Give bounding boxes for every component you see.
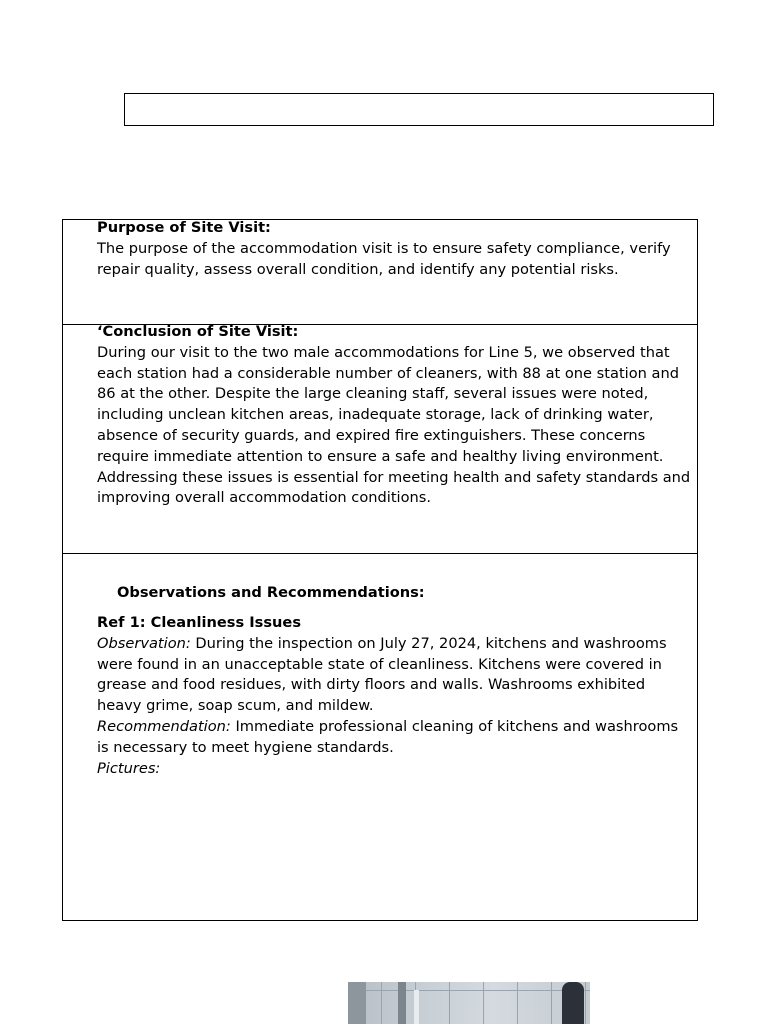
conclusion-heading: ‘Conclusion of Site Visit: [97,323,299,340]
recommendation-text: Immediate professional cleaning of kitchens and washrooms is necessary to meet hygiene standards. [97,717,679,756]
observation-text: During the inspection on July 27, 2024, kitchens and washrooms were found in an unacceptable state of cleanliness. Kitchens were covered in grease and food residues, with dirty floors and walls. Washrooms exhibited heavy grime, soap scum, and mildew. [97,634,667,715]
photo-pipe-highlight [414,990,419,1024]
purpose-content [97,218,691,280]
observations-title: Observations and Recommendations: [117,584,425,601]
observations-section [62,553,698,921]
conclusion-content [97,322,691,509]
ref1-content [97,613,691,779]
recommendation-label: Recommendation: [97,717,231,735]
ref1-heading: Ref 1: Cleanliness Issues [97,614,302,631]
observation-label: Observation: [97,634,191,652]
purpose-section [62,219,698,325]
purpose-text: The purpose of the accommodation visit is to ensure safety compliance, verify repair quality, assess overall condition, and identify any potential risks. [97,239,671,278]
pictures-label: Pictures: [97,759,161,777]
photo-shadow [348,982,366,1024]
ref1-observation [97,634,691,717]
purpose-heading: Purpose of Site Visit: [97,219,271,236]
conclusion-text: During our visit to the two male accommodations for Line 5, we observed that each station had a considerable number of cleaners, with 88 at one station and 86 at the other. Despite the large cleaning staff, several issues were noted, including unclean kitchen areas, inadequate storage, lack of drinking water, absence of security guards, and expired fire extinguishers. These concerns require immediate attention to ensure a safe and healthy living environment. Addressing these issues is essential for meeting health and safety standards and improving overall accommodation conditions. [97,343,691,507]
washroom-photo [348,982,590,1024]
ref1-recommendation [97,717,691,759]
document-title-box [124,93,714,126]
photo-dark-object [562,982,584,1024]
conclusion-section [62,324,698,554]
photo-pipe [398,982,406,1024]
